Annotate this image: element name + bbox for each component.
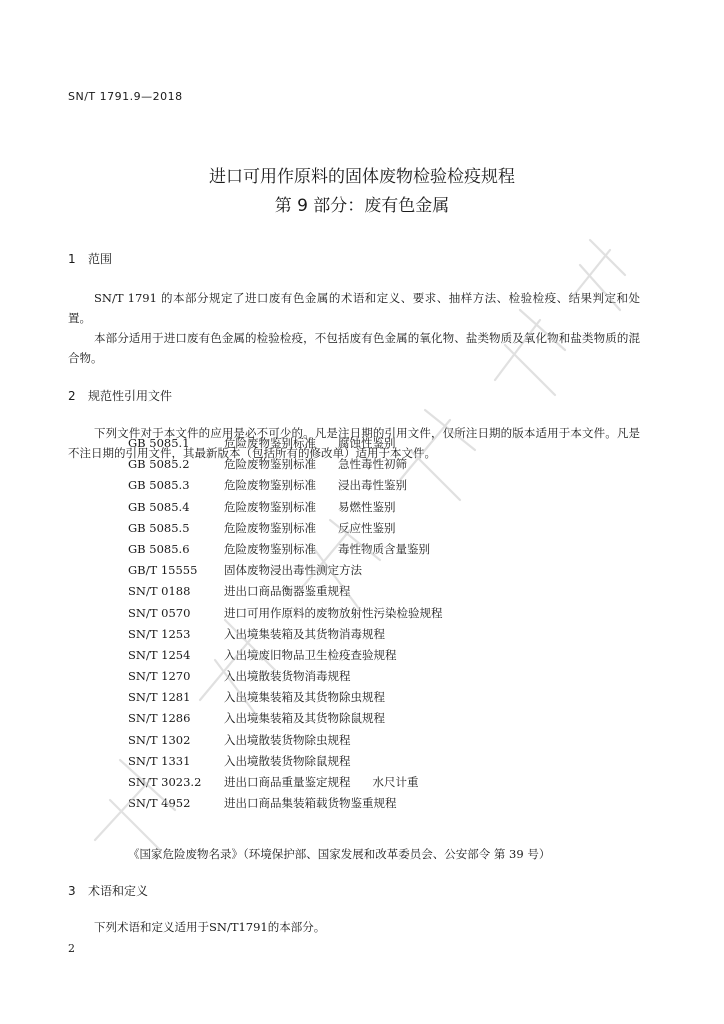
reference-title: 危险废物鉴别标准 [224,541,316,556]
reference-item [128,518,443,539]
reference-subtitle: 急性毒性初筛 [338,457,407,472]
reference-subtitle: 浸出毒性鉴别 [338,478,407,493]
reference-code: GB 5085.5 [128,520,190,535]
reference-code: SN/T 1281 [128,690,191,705]
reference-code: GB 5085.2 [128,457,190,472]
reference-title: 进出口商品衡器鉴重规程 [224,584,351,599]
normative-reference-list [128,433,443,814]
section-1-paragraph-2: 本部分适用于进口废有色金属的检验检疫，不包括废有色金属的氧化物、盐类物质及氧化物和盐类物质的混合物。 [68,331,640,365]
reference-code: SN/T 4952 [128,796,191,811]
reference-title: 入出境集装箱及其货物除鼠规程 [224,711,385,726]
reference-title: 进口可用作原料的废物放射性污染检验规程 [224,605,443,620]
reference-title: 危险废物鉴别标准 [224,499,316,514]
section-1-heading [68,250,112,267]
reference-item [128,581,443,602]
reference-code: SN/T 3023.2 [128,775,202,789]
page-number: 2 [68,942,75,955]
reference-subtitle: 水尺计重 [372,775,419,789]
reference-code: GB 5085.4 [128,499,190,514]
reference-code: SN/T 1253 [128,626,191,641]
hazardous-waste-catalog-reference: 《国家危险废物名录》（环境保护部、国家发展和改革委员会、公安部令 第 39 号） [128,847,551,861]
reference-title: 入出境废旧物品卫生检疫查验规程 [224,647,397,662]
reference-title: 危险废物鉴别标准 [224,520,316,535]
reference-item [128,730,443,751]
reference-title: 入出境散装货物消毒规程 [224,669,351,684]
reference-code: SN/T 1270 [128,669,191,684]
section-2-title: 规范性引用文件 [88,389,173,403]
section-3-heading [68,882,148,899]
reference-code: GB 5085.1 [128,436,190,450]
reference-title: 进出口商品重量鉴定规程 [224,775,351,789]
reference-title: 危险废物鉴别标准 [224,436,316,450]
reference-title: 危险废物鉴别标准 [224,457,316,472]
reference-code: SN/T 0188 [128,584,191,599]
reference-title: 危险废物鉴别标准 [224,478,316,493]
section-1-title: 范围 [88,252,113,266]
reference-item [128,624,443,645]
reference-title: 入出境散装货物除鼠规程 [224,753,351,768]
reference-code: SN/T 1286 [128,711,191,726]
reference-code: GB 5085.6 [128,541,190,556]
reference-item [128,708,443,729]
section-2-heading [68,387,172,404]
section-3-paragraph-1: 下列术语和定义适用于SN/T1791的本部分。 [94,920,326,934]
section-2-number: 2 [68,389,76,403]
reference-title: 进出口商品集装箱载货物鉴重规程 [224,796,397,811]
reference-item [128,539,443,560]
document-title-line2: 第 9 部分：废有色金属 [274,196,450,216]
reference-item [128,475,443,496]
reference-item [128,793,443,814]
reference-item [128,687,443,708]
reference-title: 入出境集装箱及其货物除虫规程 [224,690,385,705]
reference-code: SN/T 1302 [128,732,191,747]
section-1-number: 1 [68,252,76,266]
section-3-title: 术语和定义 [88,884,149,898]
reference-code: SN/T 1254 [128,647,191,662]
reference-title: 入出境集装箱及其货物消毒规程 [224,626,385,641]
reference-subtitle: 易燃性鉴别 [338,499,396,514]
reference-code: SN/T 0570 [128,605,191,620]
reference-item [128,645,443,666]
document-title-line1: 进口可用作原料的固体废物检验检疫规程 [209,167,515,187]
reference-item [128,751,443,772]
section-1-paragraph-1: SN/T 1791 的本部分规定了进口废有色金属的术语和定义、要求、抽样方法、检验检疫、结果判定和处置。 [68,291,640,325]
reference-title: 固体废物浸出毒性测定方法 [224,563,362,578]
reference-item [128,454,443,475]
reference-subtitle: 毒性物质含量鉴别 [338,541,430,556]
reference-item [128,603,443,624]
reference-item [128,666,443,687]
reference-item [128,433,443,454]
reference-code: GB/T 15555 [128,563,198,578]
section-2-paragraph-1: 下列文件对于本文件的应用是必不可少的。凡是注日期的引用文件，仅所注日期的版本适用于本文件。凡是不注日期的引用文件，其最新版本（包括所有的修改单）适用于本文件。 [68,426,640,460]
reference-subtitle: 腐蚀性鉴别 [338,436,396,450]
reference-item [128,497,443,518]
reference-item [128,772,443,793]
reference-item [128,560,443,581]
section-3-number: 3 [68,884,76,898]
reference-subtitle: 反应性鉴别 [338,520,396,535]
reference-code: SN/T 1331 [128,753,191,768]
standard-code: SN/T 1791.9—2018 [68,90,183,103]
reference-code: GB 5085.3 [128,478,190,493]
reference-title: 入出境散装货物除虫规程 [224,732,351,747]
